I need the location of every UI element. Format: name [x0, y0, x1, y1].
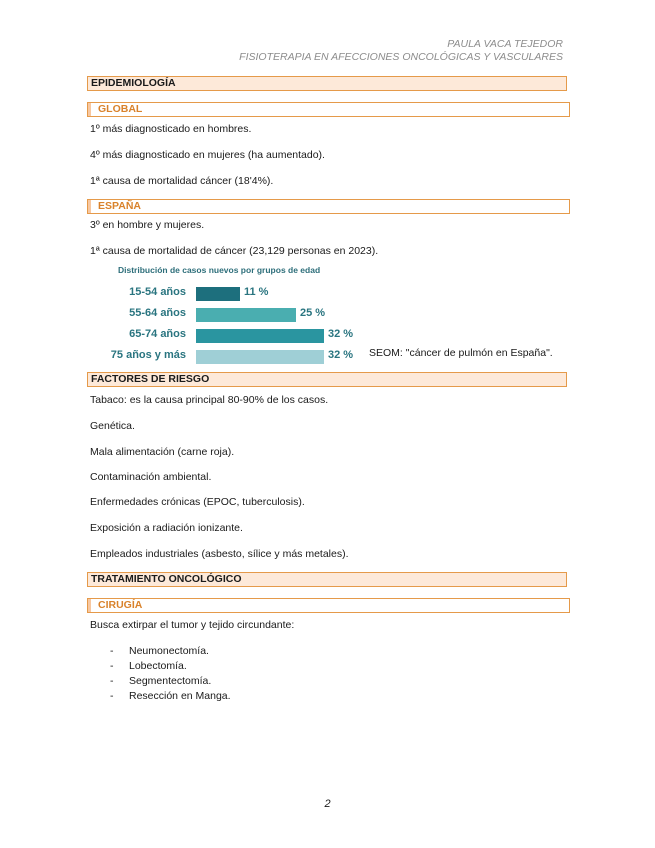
chart-title: Distribución de casos nuevos por grupos de edad [118, 265, 321, 275]
factor-line-5: Enfermedades crónicas (EPOC, tuberculosis). [90, 496, 305, 508]
header-author: PAULA VACA TEJEDOR [447, 38, 563, 50]
factor-line-6: Exposición a radiación ionizante. [90, 522, 243, 534]
global-line-2: 4º más diagnosticado en mujeres (ha aumentado). [90, 149, 325, 161]
factor-line-7: Empleados industriales (asbesto, sílice y más metales). [90, 548, 349, 560]
source-note: SEOM: "cáncer de pulmón en España". [369, 347, 553, 359]
heading-epidemiologia: EPIDEMIOLOGÍA [87, 76, 567, 91]
espana-line-1: 3º en hombre y mujeres. [90, 219, 205, 231]
subheading-accent [88, 200, 91, 213]
global-line-1: 1º más diagnosticado en hombres. [90, 123, 252, 135]
list-bullet: - [110, 660, 114, 672]
global-line-3: 1ª causa de mortalidad cáncer (18'4%). [90, 175, 274, 187]
age-distribution-chart [110, 265, 360, 367]
factor-line-3: Mala alimentación (carne roja). [90, 446, 235, 458]
subheading-global-label: GLOBAL [98, 103, 143, 115]
list-bullet: - [110, 645, 114, 657]
chart-category-label: 65-74 años [129, 328, 186, 340]
page-number: 2 [324, 798, 331, 810]
chart-category-label: 15-54 años [129, 286, 186, 298]
cirugia-item-4: Resección en Manga. [129, 690, 231, 702]
subheading-espana [87, 199, 570, 214]
chart-bar [196, 308, 296, 322]
cirugia-item-1: Neumonectomía. [129, 645, 209, 657]
chart-bar [196, 350, 324, 364]
cirugia-item-3: Segmentectomía. [129, 675, 212, 687]
chart-bar [196, 287, 240, 301]
subheading-accent [88, 103, 91, 116]
factor-line-1: Tabaco: es la causa principal 80-90% de los casos. [90, 394, 329, 406]
chart-value-label: 32 % [328, 349, 354, 361]
cirugia-item-2: Lobectomía. [129, 660, 187, 672]
subheading-accent [88, 599, 91, 612]
chart-value-label: 11 % [244, 286, 269, 298]
subheading-cirugia [87, 598, 570, 613]
chart-value-label: 25 % [300, 307, 326, 319]
chart-category-label: 55-64 años [129, 307, 186, 319]
page-header [239, 38, 563, 63]
chart-value-label: 32 % [328, 328, 354, 340]
list-bullet: - [110, 675, 114, 687]
subheading-espana-label: ESPAÑA [98, 200, 141, 212]
subheading-cirugia-label: CIRUGÍA [98, 599, 143, 611]
subheading-global [87, 102, 570, 117]
espana-line-2: 1ª causa de mortalidad de cáncer (23,129 personas en 2023). [90, 245, 379, 257]
factor-line-2: Genética. [90, 420, 135, 432]
heading-tratamiento: TRATAMIENTO ONCOLÓGICO [87, 572, 567, 587]
list-bullet: - [110, 690, 114, 702]
chart-category-label: 75 años y más [110, 349, 186, 361]
cirugia-intro: Busca extirpar el tumor y tejido circundante: [90, 619, 295, 631]
header-subject: FISIOTERAPIA EN AFECCIONES ONCOLÓGICAS Y VASCULARES [239, 50, 563, 63]
factor-line-4: Contaminación ambiental. [90, 471, 212, 483]
heading-factores: FACTORES DE RIESGO [87, 372, 567, 387]
chart-bar [196, 329, 324, 343]
